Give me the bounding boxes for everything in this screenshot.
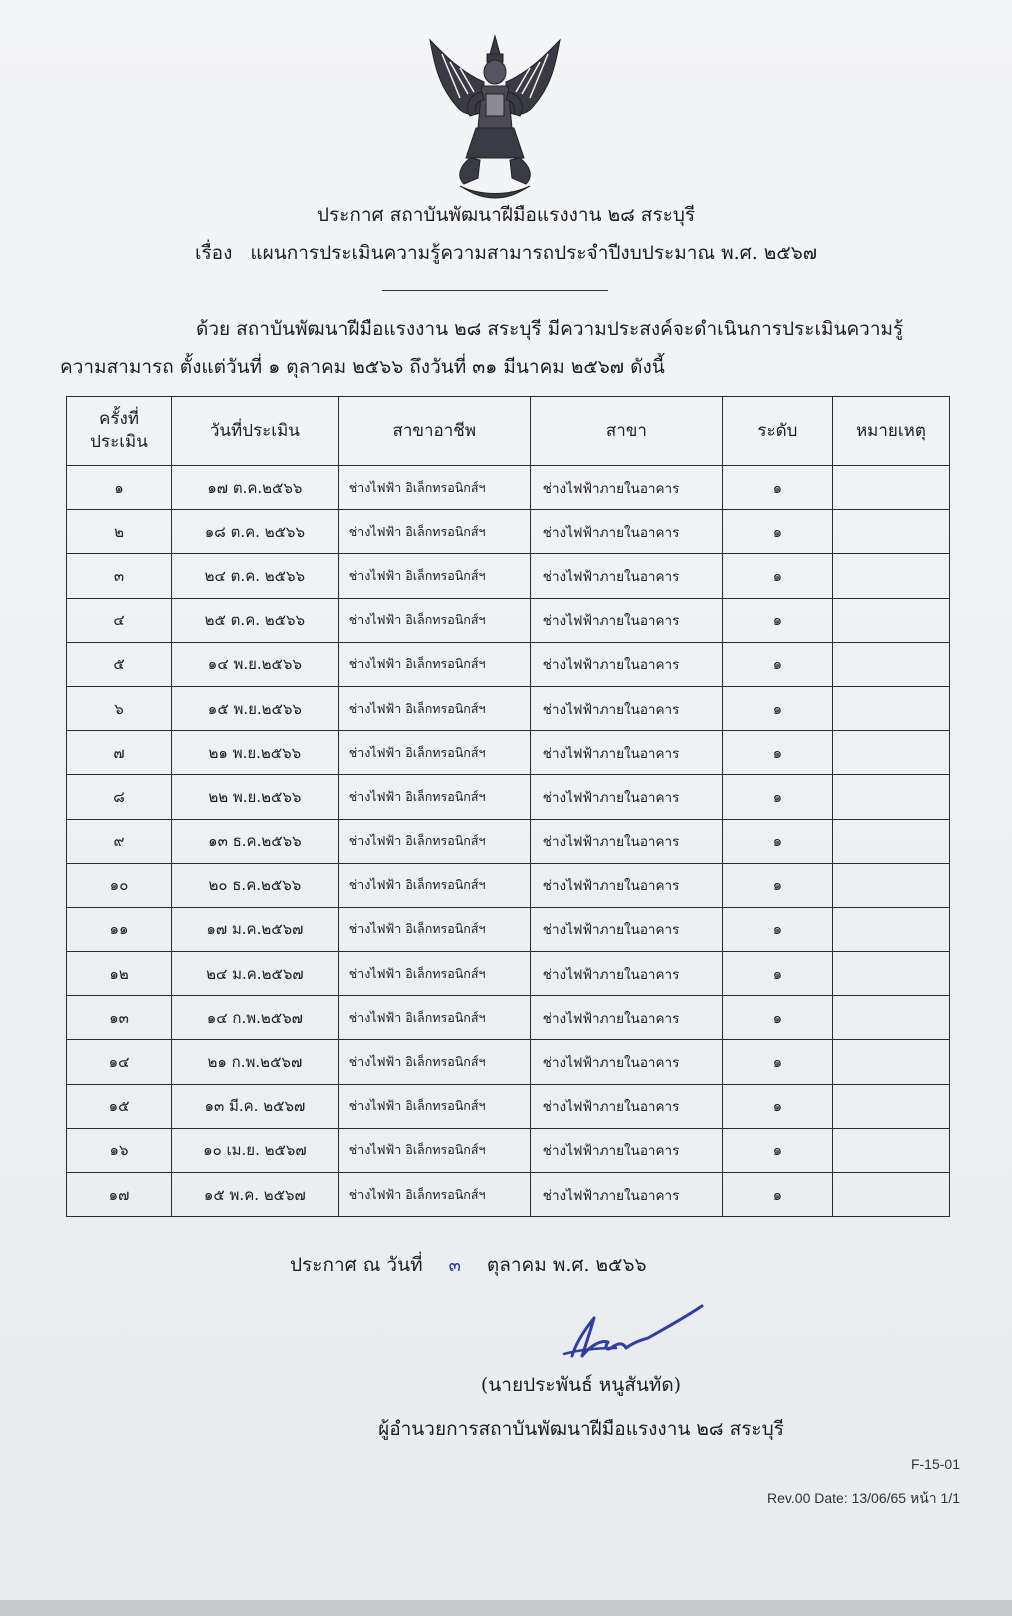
round-cell: ๗ bbox=[67, 731, 172, 775]
occupation-cell: ช่างไฟฟ้า อิเล็กทรอนิกส์ฯ bbox=[338, 863, 530, 907]
level-cell: ๑ bbox=[722, 466, 832, 510]
round-cell: ๑๖ bbox=[67, 1128, 172, 1172]
table-row bbox=[67, 1040, 950, 1084]
handwritten-signature bbox=[556, 1298, 706, 1362]
revision-info: Rev.00 Date: 13/06/65 หน้า 1/1 bbox=[767, 1490, 960, 1506]
round-cell: ๔ bbox=[67, 598, 172, 642]
level-cell: ๑ bbox=[722, 686, 832, 730]
occupation-cell: ช่างไฟฟ้า อิเล็กทรอนิกส์ฯ bbox=[338, 907, 530, 951]
branch-cell: ช่างไฟฟ้าภายในอาคาร bbox=[530, 686, 722, 730]
announcement-day: ๓ bbox=[448, 1255, 461, 1276]
date-cell: ๑๘ ต.ค. ๒๕๖๖ bbox=[172, 510, 339, 554]
table-row bbox=[67, 863, 950, 907]
level-cell: ๑ bbox=[722, 775, 832, 819]
level-cell: ๑ bbox=[722, 819, 832, 863]
occupation-cell: ช่างไฟฟ้า อิเล็กทรอนิกส์ฯ bbox=[338, 731, 530, 775]
level-cell: ๑ bbox=[722, 598, 832, 642]
table-row bbox=[67, 775, 950, 819]
table-row bbox=[67, 686, 950, 730]
level-cell: ๑ bbox=[722, 863, 832, 907]
branch-cell: ช่างไฟฟ้าภายในอาคาร bbox=[530, 466, 722, 510]
round-cell: ๑๑ bbox=[67, 907, 172, 951]
occupation-cell: ช่างไฟฟ้า อิเล็กทรอนิกส์ฯ bbox=[338, 466, 530, 510]
announcement-title: ประกาศ สถาบันพัฒนาฝีมือแรงงาน ๒๘ สระบุรี bbox=[316, 204, 696, 226]
remarks-cell bbox=[832, 686, 949, 730]
date-cell: ๑๗ ม.ค.๒๕๖๗ bbox=[172, 907, 339, 951]
signatory-position: ผู้อำนวยการสถาบันพัฒนาฝีมือแรงงาน ๒๘ สระบุรี bbox=[378, 1418, 784, 1440]
remarks-cell bbox=[832, 1128, 949, 1172]
occupation-cell: ช่างไฟฟ้า อิเล็กทรอนิกส์ฯ bbox=[338, 775, 530, 819]
column-header-remarks: หมายเหตุ bbox=[832, 397, 949, 466]
date-cell: ๒๒ พ.ย.๒๕๖๖ bbox=[172, 775, 339, 819]
date-cell: ๑๔ พ.ย.๒๕๖๖ bbox=[172, 642, 339, 686]
branch-cell: ช่างไฟฟ้าภายในอาคาร bbox=[530, 554, 722, 598]
remarks-cell bbox=[832, 775, 949, 819]
date-cell: ๒๔ ม.ค.๒๕๖๗ bbox=[172, 952, 339, 996]
level-cell: ๑ bbox=[722, 907, 832, 951]
table-body bbox=[67, 466, 950, 1217]
date-cell: ๑๓ ธ.ค.๒๕๖๖ bbox=[172, 819, 339, 863]
remarks-cell bbox=[832, 1040, 949, 1084]
date-cell: ๒๕ ต.ค. ๒๕๖๖ bbox=[172, 598, 339, 642]
occupation-cell: ช่างไฟฟ้า อิเล็กทรอนิกส์ฯ bbox=[338, 642, 530, 686]
level-cell: ๑ bbox=[722, 642, 832, 686]
branch-cell: ช่างไฟฟ้าภายในอาคาร bbox=[530, 731, 722, 775]
date-cell: ๑๔ ก.พ.๒๕๖๗ bbox=[172, 996, 339, 1040]
date-cell: ๑๕ พ.ค. ๒๕๖๗ bbox=[172, 1173, 339, 1217]
occupation-cell: ช่างไฟฟ้า อิเล็กทรอนิกส์ฯ bbox=[338, 1128, 530, 1172]
assessment-schedule-table bbox=[66, 396, 950, 1217]
table-row bbox=[67, 952, 950, 996]
round-cell: ๑๕ bbox=[67, 1084, 172, 1128]
column-header-level: ระดับ bbox=[722, 397, 832, 466]
form-code: F-15-01 bbox=[910, 1456, 960, 1472]
announcement-date bbox=[290, 1250, 647, 1280]
column-header-occupation: สาขาอาชีพ bbox=[338, 397, 530, 466]
round-cell: ๓ bbox=[67, 554, 172, 598]
branch-cell: ช่างไฟฟ้าภายในอาคาร bbox=[530, 863, 722, 907]
level-cell: ๑ bbox=[722, 996, 832, 1040]
subject-text: แผนการประเมินความรู้ความสามารถประจำปีงบประมาณ พ.ศ. ๒๕๖๗ bbox=[250, 242, 818, 264]
table-row bbox=[67, 819, 950, 863]
remarks-cell bbox=[832, 1173, 949, 1217]
occupation-cell: ช่างไฟฟ้า อิเล็กทรอนิกส์ฯ bbox=[338, 819, 530, 863]
table-row bbox=[67, 642, 950, 686]
round-cell: ๑๐ bbox=[67, 863, 172, 907]
date-cell: ๒๔ ต.ค. ๒๕๖๖ bbox=[172, 554, 339, 598]
table-header-row bbox=[67, 397, 950, 466]
intro-line-2: ความสามารถ ตั้งแต่วันที่ ๑ ตุลาคม ๒๕๖๖ ถึงวันที่ ๓๑ มีนาคม ๒๕๖๗ ดังนี้ bbox=[60, 356, 665, 378]
branch-cell: ช่างไฟฟ้าภายในอาคาร bbox=[530, 1173, 722, 1217]
round-cell: ๑๒ bbox=[67, 952, 172, 996]
round-cell: ๙ bbox=[67, 819, 172, 863]
column-header-branch: สาขา bbox=[530, 397, 722, 466]
date-cell: ๑๕ พ.ย.๒๕๖๖ bbox=[172, 686, 339, 730]
column-header-date: วันที่ประเมิน bbox=[172, 397, 339, 466]
intro-line-1: ด้วย สถาบันพัฒนาฝีมือแรงงาน ๒๘ สระบุรี มีความประสงค์จะดำเนินการประเมินความรู้ bbox=[196, 318, 904, 340]
remarks-cell bbox=[832, 863, 949, 907]
branch-cell: ช่างไฟฟ้าภายในอาคาร bbox=[530, 510, 722, 554]
remarks-cell bbox=[832, 510, 949, 554]
occupation-cell: ช่างไฟฟ้า อิเล็กทรอนิกส์ฯ bbox=[338, 686, 530, 730]
desk-surface bbox=[0, 1600, 1012, 1616]
table-row bbox=[67, 1128, 950, 1172]
announcement-date-suffix: ตุลาคม พ.ศ. ๒๕๖๖ bbox=[486, 1254, 647, 1276]
date-cell: ๒๐ ธ.ค.๒๕๖๖ bbox=[172, 863, 339, 907]
table-row bbox=[67, 598, 950, 642]
remarks-cell bbox=[832, 642, 949, 686]
remarks-cell bbox=[832, 554, 949, 598]
remarks-cell bbox=[832, 598, 949, 642]
table-row bbox=[67, 1173, 950, 1217]
date-cell: ๒๑ ก.พ.๒๕๖๗ bbox=[172, 1040, 339, 1084]
round-cell: ๑ bbox=[67, 466, 172, 510]
level-cell: ๑ bbox=[722, 510, 832, 554]
date-cell: ๑๐ เม.ย. ๒๕๖๗ bbox=[172, 1128, 339, 1172]
garuda-emblem-icon bbox=[420, 32, 570, 202]
branch-cell: ช่างไฟฟ้าภายในอาคาร bbox=[530, 1040, 722, 1084]
branch-cell: ช่างไฟฟ้าภายในอาคาร bbox=[530, 1084, 722, 1128]
branch-cell: ช่างไฟฟ้าภายในอาคาร bbox=[530, 1128, 722, 1172]
occupation-cell: ช่างไฟฟ้า อิเล็กทรอนิกส์ฯ bbox=[338, 598, 530, 642]
branch-cell: ช่างไฟฟ้าภายในอาคาร bbox=[530, 598, 722, 642]
date-cell: ๒๑ พ.ย.๒๕๖๖ bbox=[172, 731, 339, 775]
occupation-cell: ช่างไฟฟ้า อิเล็กทรอนิกส์ฯ bbox=[338, 1173, 530, 1217]
title-divider bbox=[382, 290, 608, 291]
round-cell: ๕ bbox=[67, 642, 172, 686]
branch-cell: ช่างไฟฟ้าภายในอาคาร bbox=[530, 996, 722, 1040]
round-cell: ๑๔ bbox=[67, 1040, 172, 1084]
branch-cell: ช่างไฟฟ้าภายในอาคาร bbox=[530, 642, 722, 686]
announcement-subject bbox=[0, 238, 1012, 268]
branch-cell: ช่างไฟฟ้าภายในอาคาร bbox=[530, 775, 722, 819]
remarks-cell bbox=[832, 1084, 949, 1128]
table-row bbox=[67, 731, 950, 775]
remarks-cell bbox=[832, 907, 949, 951]
date-cell: ๑๗ ต.ค.๒๕๖๖ bbox=[172, 466, 339, 510]
date-cell: ๑๓ มี.ค. ๒๕๖๗ bbox=[172, 1084, 339, 1128]
occupation-cell: ช่างไฟฟ้า อิเล็กทรอนิกส์ฯ bbox=[338, 996, 530, 1040]
level-cell: ๑ bbox=[722, 1173, 832, 1217]
level-cell: ๑ bbox=[722, 554, 832, 598]
occupation-cell: ช่างไฟฟ้า อิเล็กทรอนิกส์ฯ bbox=[338, 554, 530, 598]
column-header-round: ครั้งที่ ประเมิน bbox=[67, 397, 172, 466]
round-cell: ๑๗ bbox=[67, 1173, 172, 1217]
branch-cell: ช่างไฟฟ้าภายในอาคาร bbox=[530, 952, 722, 996]
remarks-cell bbox=[832, 996, 949, 1040]
remarks-cell bbox=[832, 952, 949, 996]
round-cell: ๖ bbox=[67, 686, 172, 730]
occupation-cell: ช่างไฟฟ้า อิเล็กทรอนิกส์ฯ bbox=[338, 952, 530, 996]
subject-label: เรื่อง bbox=[194, 242, 233, 264]
table-row bbox=[67, 907, 950, 951]
level-cell: ๑ bbox=[722, 1084, 832, 1128]
announcement-date-prefix: ประกาศ ณ วันที่ bbox=[290, 1254, 423, 1276]
round-cell: ๒ bbox=[67, 510, 172, 554]
table-row bbox=[67, 466, 950, 510]
remarks-cell bbox=[832, 466, 949, 510]
table-row bbox=[67, 1084, 950, 1128]
remarks-cell bbox=[832, 819, 949, 863]
occupation-cell: ช่างไฟฟ้า อิเล็กทรอนิกส์ฯ bbox=[338, 510, 530, 554]
branch-cell: ช่างไฟฟ้าภายในอาคาร bbox=[530, 819, 722, 863]
level-cell: ๑ bbox=[722, 1040, 832, 1084]
level-cell: ๑ bbox=[722, 731, 832, 775]
level-cell: ๑ bbox=[722, 1128, 832, 1172]
level-cell: ๑ bbox=[722, 952, 832, 996]
table-row bbox=[67, 554, 950, 598]
signatory-name: (นายประพันธ์ หนูสันทัด) bbox=[480, 1374, 682, 1396]
round-cell: ๘ bbox=[67, 775, 172, 819]
occupation-cell: ช่างไฟฟ้า อิเล็กทรอนิกส์ฯ bbox=[338, 1040, 530, 1084]
table-row bbox=[67, 510, 950, 554]
table-row bbox=[67, 996, 950, 1040]
round-cell: ๑๓ bbox=[67, 996, 172, 1040]
occupation-cell: ช่างไฟฟ้า อิเล็กทรอนิกส์ฯ bbox=[338, 1084, 530, 1128]
remarks-cell bbox=[832, 731, 949, 775]
branch-cell: ช่างไฟฟ้าภายในอาคาร bbox=[530, 907, 722, 951]
